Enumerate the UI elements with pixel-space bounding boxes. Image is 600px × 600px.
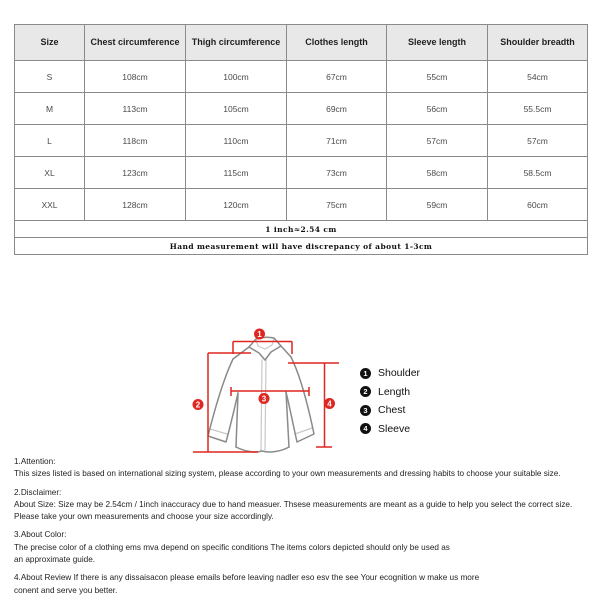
right-shoulder [281,346,291,357]
table-header-row [15,25,588,61]
legend-label: Shoulder [378,367,421,379]
value-cell: 71cm [287,125,387,157]
value-cell: 128cm [85,189,186,221]
section-text: an approximate guide. [14,555,96,565]
legend-item-length [360,386,420,398]
disclaimer-section [14,487,599,524]
legend-item-sleeve [360,423,420,435]
hem [236,447,289,452]
value-cell: 110cm [186,125,287,157]
size-cell: M [15,93,85,125]
value-cell: 123cm [85,157,186,189]
value-cell: 59cm [387,189,488,221]
callout-4-number: 4 [327,399,332,409]
table-note-row [15,238,588,255]
col-header-size: Size [15,25,85,61]
section-text: conent and serve you better. [14,585,118,595]
value-cell: 67cm [287,61,387,93]
callout-1-number: 1 [257,329,262,339]
value-cell: 118cm [85,125,186,157]
circled-4-icon: 4 [360,423,371,434]
value-cell: 56cm [387,93,488,125]
size-table [14,24,588,255]
measurement-discrepancy-note: Hand measurement will have discrepancy of about 1-3cm [15,238,588,255]
section-title: 2.Disclaimer: [14,487,62,497]
measurement-legend [360,367,420,441]
value-cell: 100cm [186,61,287,93]
value-cell: 60cm [488,189,588,221]
legend-label: Length [378,385,411,398]
col-header-thigh: Thigh circumference [186,25,287,61]
table-row [15,61,588,93]
callout-2-number: 2 [195,400,201,410]
size-cell: XXL [15,189,85,221]
section-title: 1.Attention: [14,457,56,466]
circled-3-icon: 3 [360,405,371,416]
section-text: 4.About Review If there is any dissaisacon please emails before leaving nadler eso esv the see Your ecognition w make us more [14,573,480,583]
col-header-chest: Chest circumference [85,25,186,61]
section-text: This sizes listed is based on international sizing system, please according to your own measurements and dressing habits to choose your suitable size. [14,469,561,479]
circled-1-icon: 1 [360,368,371,379]
callout-3-number: 3 [261,394,267,404]
size-cell: XL [15,157,85,189]
col-header-clothes-length: Clothes length [287,25,387,61]
legend-item-shoulder [360,367,420,379]
value-cell: 55.5cm [488,93,588,125]
value-cell: 69cm [287,93,387,125]
table-row [15,157,588,189]
info-sections [14,456,599,600]
section-text: About Size: Size may be 2.54cm / 1inch inaccuracy due to hand measuer. Thsese measurements are meant as a guide to help you select the correct size. [14,499,573,509]
collar-flaps [249,346,281,360]
attention-section [14,456,599,481]
chest-measure-line [231,387,309,396]
shirt-measurement-diagram [180,318,380,463]
value-cell: 73cm [287,157,387,189]
table-row [15,125,588,157]
legend-item-chest [360,404,420,416]
size-cell: L [15,125,85,157]
value-cell: 57cm [387,125,488,157]
value-cell: 113cm [85,93,186,125]
table-row [15,93,588,125]
table-row [15,189,588,221]
table-note-row [15,221,588,238]
value-cell: 55cm [387,61,488,93]
about-color-section [14,529,599,566]
section-text: The precise color of a clothing ems mva depend on specific conditions The items colors depicted should only be used as [14,542,450,552]
about-review-section [14,572,599,597]
inch-conversion-note: 1 inch≈2.54 cm [15,221,588,238]
col-header-shoulder-breadth: Shoulder breadth [488,25,588,61]
value-cell: 58.5cm [488,157,588,189]
value-cell: 105cm [186,93,287,125]
section-title: 3.About Color: [14,530,67,540]
legend-label: Chest [378,404,406,416]
value-cell: 120cm [186,189,287,221]
value-cell: 115cm [186,157,287,189]
size-cell: S [15,61,85,93]
legend-label: Sleeve [378,422,411,435]
section-text: Please take your own measurements and choose your size accordingly. [14,512,274,522]
col-header-sleeve-length: Sleeve length [387,25,488,61]
value-cell: 57cm [488,125,588,157]
value-cell: 75cm [287,189,387,221]
value-cell: 58cm [387,157,488,189]
value-cell: 108cm [85,61,186,93]
value-cell: 54cm [488,61,588,93]
circled-2-icon: 2 [360,386,371,397]
